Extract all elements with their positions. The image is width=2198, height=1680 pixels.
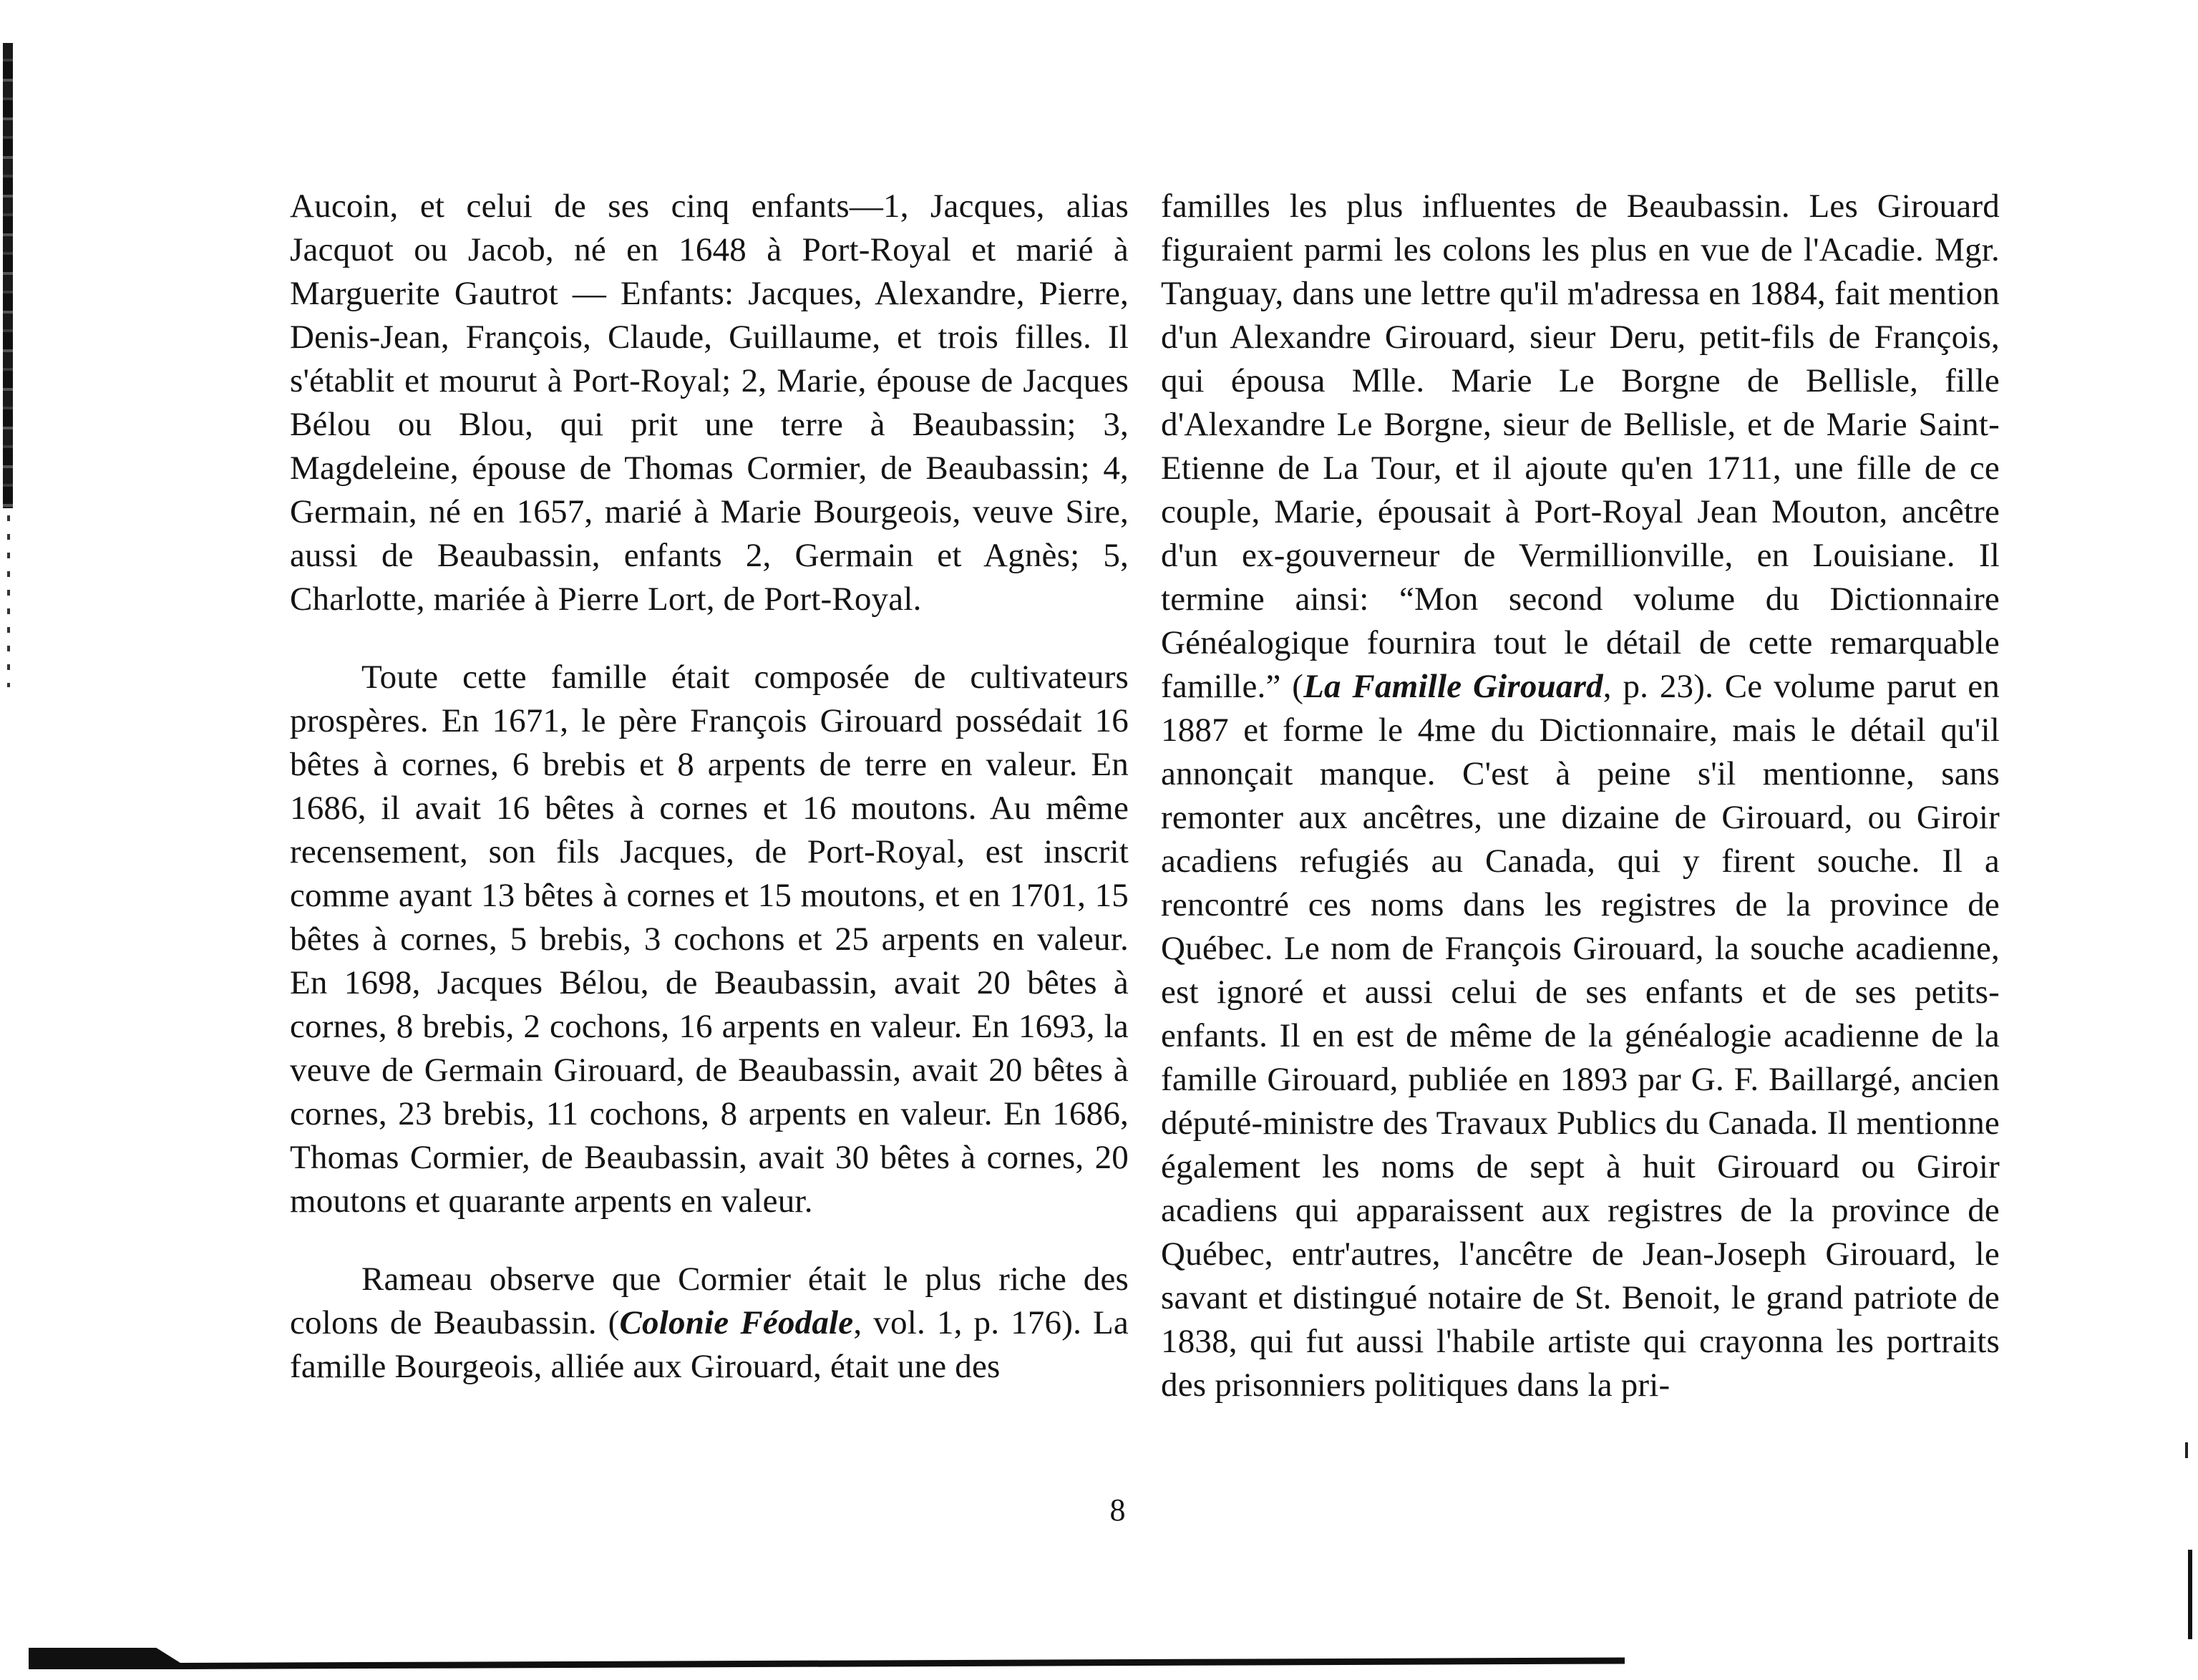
text-segment: , vol. 1, p. 176). La famille Bourgeois, alliée aux Girouard, était une des xyxy=(290,1304,1129,1385)
text-segment: Toute cette famille était composée de cultivateurs prospères. En 1671, le père François Girouard possédait 16 bêtes à cornes, 6 brebis et 8 arpents de terre en valeur. En 1686, il avait 16 bêtes à cornes et 16 moutons. Au même recensement, son fils Jacques, de Port-Royal, est inscrit comme ayant 13 bêtes à cornes et 15 moutons, et en 1701, 15 bêtes à cornes, 5 brebis, 3 cochons et 25 arpents en valeur. En 1698, Jacques Bélou, de Beaubassin, avait 20 bêtes à cornes, 8 brebis, 2 cochons, 16 arpents en valeur. En 1693, la veuve de Germain Girouard, de Beaubassin, avait 20 bêtes à cornes, 23 brebis, 11 cochons, 8 arpents en valeur. En 1686, Thomas Cormier, de Beaubassin, avait 30 bêtes à cornes, 20 moutons et quarante arpents en valeur. xyxy=(290,659,1129,1220)
scan-bar-bottom xyxy=(29,1648,1625,1669)
left-paragraph-2 xyxy=(290,656,1129,1223)
scan-edge-right xyxy=(2188,1550,2192,1639)
text-segment: Aucoin, et celui de ses cinq enfants—1, Jacques, alias Jacquot ou Jacob, né en 1648 à Port-Royal et marié à Marguerite Gautrot — Enfants: Jacques, Alexandre, Pierre, Denis-Jean, François, Claude, Guillaume, et trois filles. Il s'établit et mourut à Port-Royal; 2, Marie, épouse de Jacques Bélou ou Blou, qui prit une terre à Beaubassin; 3, Magdeleine, épouse de Thomas Cormier, de Beaubassin; 4, Germain, né en 1657, marié à Marie Bourgeois, veuve Sire, aussi de Beaubassin, enfants 2, Germain et Agnès; 5, Charlotte, mariée à Pierre Lort, de Port-Royal. xyxy=(290,188,1129,618)
text-segment: , p. 23). Ce volume parut en 1887 et forme le 4me du Dictionnaire, mais le détail qu'il annonçait manque. C'est à peine s'il mentionne, sans remonter aux ancêtres, une dizaine de Girouard, ou Giroir acadiens refugiés au Canada, qui y firent souche. Il a rencontré ces noms dans les registres de la province de Québec. Le nom de François Girouard, la souche acadienne, est ignoré et aussi celui de ses enfants et de ses petits-enfants. Il en est de même de la généalogie acadienne de la famille Girouard, publiée en 1893 par G. F. Baillargé, ancien député-ministre des Travaux Publics du Canada. Il mentionne également les noms de sept à huit Girouard ou Giroir acadiens qui apparaissent aux registres de la province de Québec, entr'autres, l'ancêtre de Jean-Joseph Girouard, le savant et distingué notaire de St. Benoit, le grand patriote de 1838, qui fut aussi l'habile artiste qui crayonna les portraits des prisonniers politiques dans la pri- xyxy=(1161,668,2000,1404)
left-paragraph-1 xyxy=(290,185,1129,621)
page-number-footer xyxy=(0,1492,2198,1528)
scan-edge-left xyxy=(3,43,13,508)
scan-mark-right xyxy=(2185,1442,2188,1458)
citation-title: La Famille Girouard xyxy=(1303,668,1603,705)
right-paragraph-1 xyxy=(1161,185,2000,1407)
citation-title: Colonie Féodale xyxy=(619,1304,854,1341)
left-column xyxy=(290,185,1129,1389)
left-paragraph-3 xyxy=(290,1258,1129,1389)
right-column xyxy=(1161,185,2000,1407)
text-segment: familles les plus influentes de Beaubassin. Les Girouard figuraient parmi les colons les plus en vue de l'Acadie. Mgr. Tanguay, dans une lettre qu'il m'adressa en 1884, fait mention d'un Alexandre Girouard, sieur Deru, petit-fils de François, qui épousa Mlle. Marie Le Borgne de Bellisle, fille d'Alexandre Le Borgne, sieur de Bellisle, et de Marie Saint-Etienne de La Tour, et il ajoute qu'en 1711, une fille de ce couple, Marie, épousait à Port-Royal Jean Mouton, ancêtre d'un ex-gouverneur de Vermillionville, en Louisiane. Il termine ainsi: “Mon second volume du Dictionnaire Généalogique fournira tout le détail de cette remarquable famille.” ( xyxy=(1161,188,2000,705)
text-segment: Rameau observe que Cormier était le plus riche des colons de Beaubassin. ( xyxy=(290,1261,1129,1341)
scan-ticks-left xyxy=(7,515,10,687)
page-number: 8 xyxy=(1109,1492,1126,1528)
